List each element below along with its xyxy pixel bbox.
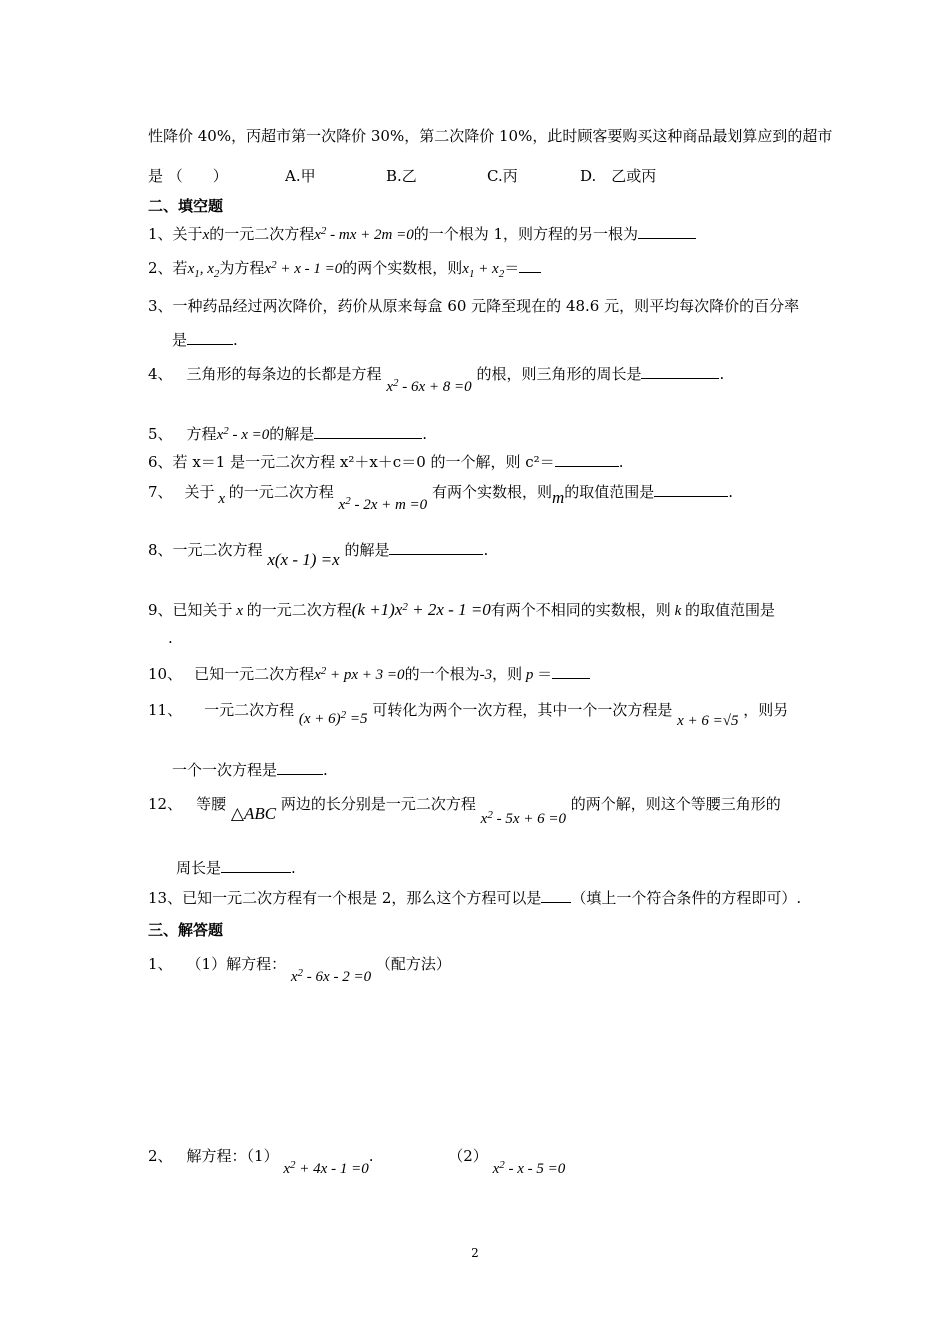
question-3-1: 1、 （1）解方程： $x^2 - 6x - 2 =0$ （配方法）: [148, 955, 451, 985]
answer-blank[interactable]: [277, 760, 323, 775]
option-a: A.甲: [285, 167, 316, 185]
answer-blank[interactable]: [314, 424, 422, 439]
question-2-1: 1、关于x的一元二次方程$x^2$ - mx + 2m =0的一个根为 1，则方程的另一根为: [148, 224, 696, 246]
question-2-10: 10、 已知一元二次方程$x^2$ + px + 3 =0的一个根为-3，则 p ＝: [148, 664, 590, 686]
answer-blank[interactable]: [552, 664, 590, 679]
triangle-symbol: △ABC: [230, 804, 277, 823]
answer-blank[interactable]: [555, 452, 619, 467]
section3-heading: 三、解答题: [148, 921, 224, 939]
question-2-12-line2: 周长是 .: [176, 859, 296, 877]
question-2-2: 2、若$x_1$, $x_2$为方程$x^2 + x - 1 =0$的两个实数根，则$x_1 + x_2=$: [148, 258, 541, 280]
question-2-8: 8、一元二次方程 x(x - 1) =x 的解是 .: [148, 541, 489, 569]
question-2-4: 4、 三角形的每条边的长都是方程 $x^2 - 6x + 8 =0$ 的根，则三角形的周长是 .: [148, 365, 725, 395]
equation: $x^2 + 4x - 1 =0$: [283, 1159, 369, 1177]
option-d: D. 乙或丙: [580, 167, 657, 185]
section2-heading: 二、填空题: [148, 197, 224, 215]
question-2-7: 7、 关于 x 的一元二次方程 $x^2 - 2x + m =0$ 有两个实数根，则m的取值范围是 .: [148, 483, 734, 513]
question-2-13: 13、已知一元二次方程有一个根是 2，那么这个方程可以是 （填上一个符合条件的方程即可）.: [148, 889, 802, 907]
equation: $x^2 + x - 1 =0$: [264, 259, 343, 277]
question-2-11-line1: 11、 一元二次方程 $(x + 6)^2 =5$ 可转化为两个一次方程，其中一个一次方程是 x + 6 =√5 ，则另: [148, 701, 789, 729]
equation: $x^2$ + px + 3 =0: [314, 665, 405, 683]
option-b: B.乙: [386, 167, 417, 185]
answer-blank[interactable]: [541, 888, 571, 903]
equation: $x^2 - x - 5 =0$: [492, 1159, 566, 1177]
answer-blank[interactable]: [221, 858, 291, 873]
page-number: 2: [471, 1246, 479, 1260]
question-3-2: 2、 解方程：（1） $x^2 + 4x - 1 =0$. （2） $x^2 - x - 5 =0$: [148, 1147, 566, 1177]
intro-line-2: [148, 166, 657, 186]
intro-prefix: 是 （ ）: [148, 167, 228, 185]
question-2-5: 5、 方程$x^2 - x =0$的解是 .: [148, 425, 428, 443]
question-2-9-end: .: [168, 629, 173, 647]
question-2-11-line2: 一个一次方程是 .: [172, 761, 328, 779]
answer-blank[interactable]: [641, 364, 719, 379]
answer-blank[interactable]: [654, 482, 728, 497]
equation: $(k +1)x^2 + 2x - 1 =0$: [351, 600, 491, 619]
equation: $x^2 - 5x + 6 =0$: [480, 809, 566, 827]
answer-blank[interactable]: [389, 540, 483, 555]
answer-blank[interactable]: [638, 224, 696, 239]
equation: $x^2 - 6x - 2 =0$: [290, 967, 372, 985]
equation: x(x - 1) =x: [267, 550, 340, 569]
question-2-3-line1: 3、一种药品经过两次降价，药价从原来每盒 60 元降至现在的 48.6 元，则平均每次降价的百分率: [148, 297, 800, 315]
option-c: C.丙: [487, 167, 518, 185]
equation: $x^2 - x =0$: [216, 425, 270, 443]
equation: $x^2 - 6x + 8 =0$: [386, 377, 472, 395]
intro-line-1: 性降价 40%，丙超市第一次降价 30%，第二次降价 10%，此时顾客要购买这种商品最划算应到的超市: [148, 127, 833, 145]
equation: $x^2 - 2x + m =0$: [338, 495, 428, 513]
question-2-12-line1: 12、 等腰 △ABC 两边的长分别是一元二次方程 $x^2 - 5x + 6 =0$ 的两个解，则这个等腰三角形的: [148, 795, 781, 827]
equation: $x^2$ - mx + 2m =0: [314, 225, 414, 243]
equation: $(x + 6)^2 =5$: [298, 709, 368, 727]
answer-blank[interactable]: [519, 258, 541, 273]
answer-blank[interactable]: [187, 330, 233, 345]
question-2-6: 6、若 x＝1 是一元二次方程 x²＋x＋c＝0 的一个解，则 c²＝ .: [148, 453, 624, 471]
equation: x + 6 =√5: [677, 713, 739, 729]
question-2-9: 9、已知关于 x 的一元二次方程$(k +1)x^2 + 2x - 1 =0$有两个不相同的实数根，则 k 的取值范围是: [148, 600, 775, 619]
question-2-3-line2: 是 .: [172, 331, 238, 349]
